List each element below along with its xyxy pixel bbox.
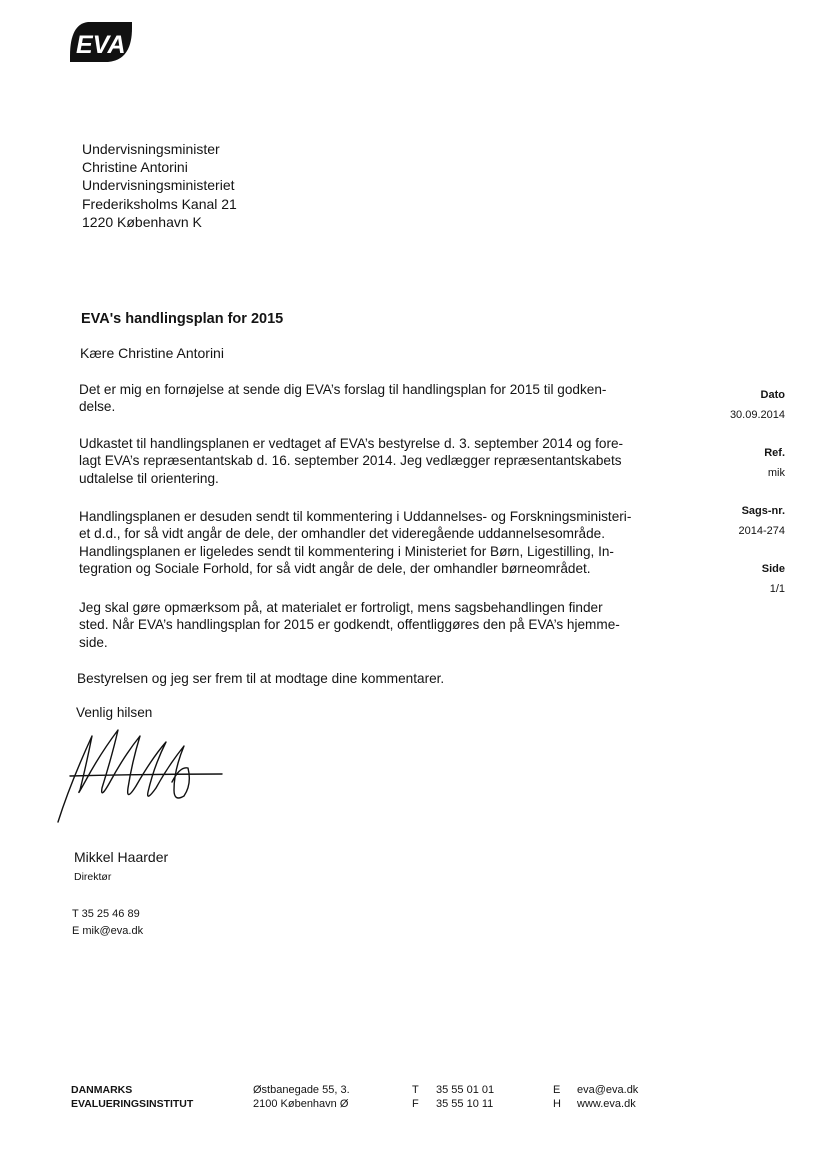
svg-text:EVA: EVA xyxy=(76,31,126,59)
footer-email[interactable]: eva@eva.dk xyxy=(577,1084,639,1096)
eva-logo xyxy=(66,20,136,64)
web-key: H xyxy=(553,1098,561,1110)
footer-website[interactable]: www.eva.dk xyxy=(577,1098,636,1110)
footer-address xyxy=(253,1083,350,1111)
org-line: DANMARKS xyxy=(71,1084,133,1096)
paragraph-line: sted. Når EVA’s handlingsplan for 2015 er godkendt, offentliggøres den på EVA’s hjemme- xyxy=(79,617,620,633)
recipient-address xyxy=(82,140,237,231)
paragraph-line: et d.d., for så vidt angår de dele, der omhandler det videregående uddannelsesområde. xyxy=(79,526,605,542)
org-line: EVALUERINGSINSTITUT xyxy=(71,1098,194,1110)
paragraph-line: udtalelse til orientering. xyxy=(79,470,219,486)
page-label: Side xyxy=(761,563,785,575)
paragraph-line: Handlingsplanen er ligeledes sendt til kommentering i Ministeriet for Børn, Ligestilling, In- xyxy=(79,543,614,559)
signer-email[interactable]: E mik@eva.dk xyxy=(72,925,144,937)
letter-greeting: Kære Christine Antorini xyxy=(80,345,224,361)
footer-web xyxy=(553,1083,638,1111)
paragraph-line: lagt EVA’s repræsentantskab d. 16. september 2014. Jeg vedlægger repræsentantskabets xyxy=(79,453,622,469)
paragraph-3 xyxy=(79,508,659,578)
signer-name: Mikkel Haarder xyxy=(74,849,169,865)
page-value: 1/1 xyxy=(769,583,785,595)
letter-meta xyxy=(665,388,785,620)
paragraph-5 xyxy=(77,670,657,687)
date-value: 30.09.2014 xyxy=(729,409,785,421)
paragraph-1 xyxy=(79,381,659,416)
paragraph-line: Det er mig en fornøjelse at sende dig EVA’s forslag til handlingsplan for 2015 til godken- xyxy=(79,382,607,397)
case-value: 2014-274 xyxy=(738,525,785,537)
paragraph-4 xyxy=(79,599,659,651)
paragraph-line: delse. xyxy=(79,399,116,415)
recipient-ministry: Undervisningsministeriet xyxy=(82,177,235,194)
fax-key: F xyxy=(412,1098,419,1110)
letter-subject: EVA's handlingsplan for 2015 xyxy=(81,311,284,327)
paragraph-line: tegration og Sociale Forhold, for så vidt angår de dele, der omhandler børneområdet. xyxy=(79,561,591,577)
address-line: Østbanegade 55, 3. xyxy=(253,1084,350,1096)
recipient-street: Frederiksholms Kanal 21 xyxy=(82,195,237,212)
signer-contact xyxy=(72,906,143,940)
footer-organization xyxy=(71,1083,193,1111)
fax-value: 35 55 10 11 xyxy=(436,1098,494,1110)
paragraph-2 xyxy=(79,435,659,487)
ref-value: mik xyxy=(767,467,785,479)
closing-phrase: Venlig hilsen xyxy=(76,705,153,720)
phone-key: T xyxy=(412,1084,419,1096)
recipient-title: Undervisningsminister xyxy=(82,141,220,157)
footer-phone-fax xyxy=(412,1083,494,1111)
paragraph-line: Udkastet til handlingsplanen er vedtaget af EVA’s bestyrelse d. 3. september 2014 og fore- xyxy=(79,436,624,451)
recipient-name: Christine Antorini xyxy=(82,159,188,176)
address-line: 2100 København Ø xyxy=(253,1098,349,1110)
ref-label: Ref. xyxy=(764,447,785,459)
handwritten-signature xyxy=(56,726,228,824)
case-label: Sags-nr. xyxy=(741,505,785,517)
phone-value: 35 55 01 01 xyxy=(436,1084,495,1096)
recipient-city: 1220 København K xyxy=(82,213,202,230)
signer-title: Direktør xyxy=(74,871,112,883)
email-key: E xyxy=(553,1084,561,1096)
paragraph-line: Bestyrelsen og jeg ser frem til at modtage dine kommentarer. xyxy=(77,671,445,686)
paragraph-line: Handlingsplanen er desuden sendt til kommentering i Uddannelses- og Forskningsministeri- xyxy=(79,509,632,524)
signer-phone: T 35 25 46 89 xyxy=(72,908,140,920)
date-label: Dato xyxy=(760,389,785,401)
paragraph-line: side. xyxy=(79,634,108,650)
paragraph-line: Jeg skal gøre opmærksom på, at materialet er fortroligt, mens sagsbehandlingen finder xyxy=(79,600,603,615)
